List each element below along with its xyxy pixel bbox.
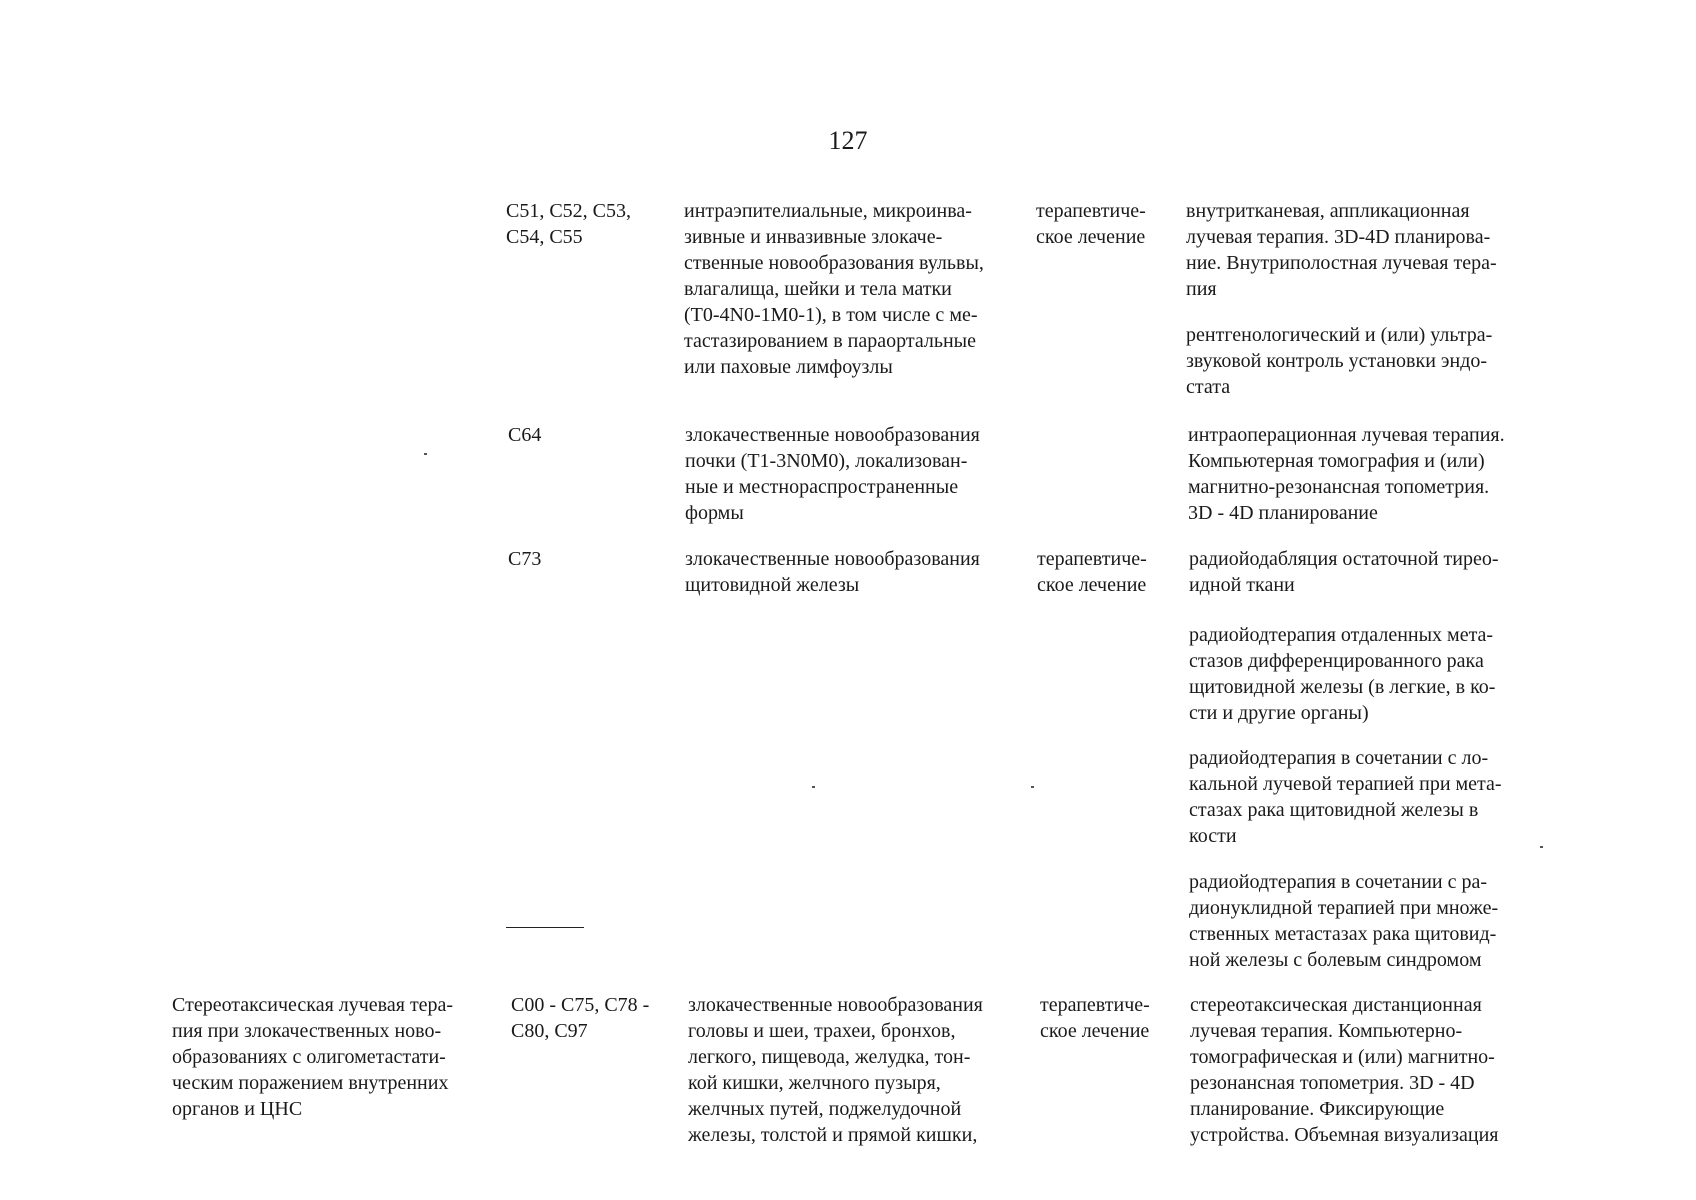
- row-2-method-1: интраоперационная лучевая терапия. Компьютерная томография и (или) магнитно-резонансная топометрия. 3D - 4D планирование: [1188, 424, 1505, 524]
- row-1-code: С51, С52, С53, С54, С55: [506, 200, 632, 248]
- row-1-method-1: внутритканевая, аппликационная лучевая терапия. 3D-4D планирова- ние. Внутриполостная лучевая тера- пия: [1186, 200, 1497, 300]
- row-1-treatment: терапевтиче- ское лечение: [1036, 200, 1146, 248]
- row-2-diagnosis: злокачественные новообразования почки (Т1-3N0М0), локализован- ные и местнораспространенные формы: [685, 424, 980, 524]
- row-3-method-1: радиойодабляция остаточной тирео- идной ткани: [1189, 548, 1499, 596]
- scan-speck: [1540, 846, 1543, 848]
- scan-speck: [424, 453, 427, 455]
- row-4-diagnosis: злокачественные новообразования головы и шеи, трахеи, бронхов, легкого, пищевода, желудка, тон- кой кишки, желчного пузыря, желчных путей, поджелудочной железы, толстой и прямой кишки,: [688, 994, 983, 1146]
- row-3-code: С73: [508, 548, 542, 570]
- scan-speck: [812, 786, 815, 788]
- row-1-method-2: рентгенологический и (или) ультра- звуковой контроль установки эндо- стата: [1186, 324, 1493, 398]
- row-4-name: Стереотаксическая лучевая тера- пия при злокачественных ново- образованиях с олигометастати- ческим поражением внутренних органов и ЦНС: [172, 994, 454, 1120]
- row-3-diagnosis: злокачественные новообразования щитовидной железы: [685, 548, 980, 596]
- row-4-method-1: стереотаксическая дистанционная лучевая терапия. Компьютерно- томографическая и (или) магнитно- резонансная топометрия. 3D - 4D планирование. Фиксирующие устройства. Объемная визуализация: [1190, 994, 1499, 1146]
- page-number: 127: [828, 126, 868, 155]
- row-4-treatment: терапевтиче- ское лечение: [1040, 994, 1150, 1042]
- separator-rule: [506, 927, 584, 928]
- scan-speck: [1031, 786, 1034, 788]
- row-3-method-4: радиойодтерапия в сочетании с ра- дионуклидной терапией при множе- ственных метастазах рака щитовид- ной железы с болевым синдромом: [1189, 871, 1499, 971]
- row-4-code: С00 - С75, С78 - С80, С97: [511, 994, 650, 1042]
- row-3-method-3: радиойодтерапия в сочетании с ло- кальной лучевой терапией при мета- стазах рака щитовидной железы в кости: [1189, 747, 1502, 847]
- row-3-method-2: радиойодтерапия отдаленных мета- стазов дифференцированного рака щитовидной железы (в легкие, в ко- сти и другие органы): [1189, 624, 1496, 724]
- row-3-treatment: терапевтиче- ское лечение: [1037, 548, 1147, 596]
- row-1-diagnosis: интраэпителиальные, микроинва- зивные и инвазивные злокаче- ственные новообразования вульвы, влагалища, шейки и тела матки (Т0-4N0-1М0-1), в том числе с ме- тастазированием в параортальные или паховые лимфоузлы: [684, 200, 984, 378]
- row-2-code: С64: [508, 424, 542, 446]
